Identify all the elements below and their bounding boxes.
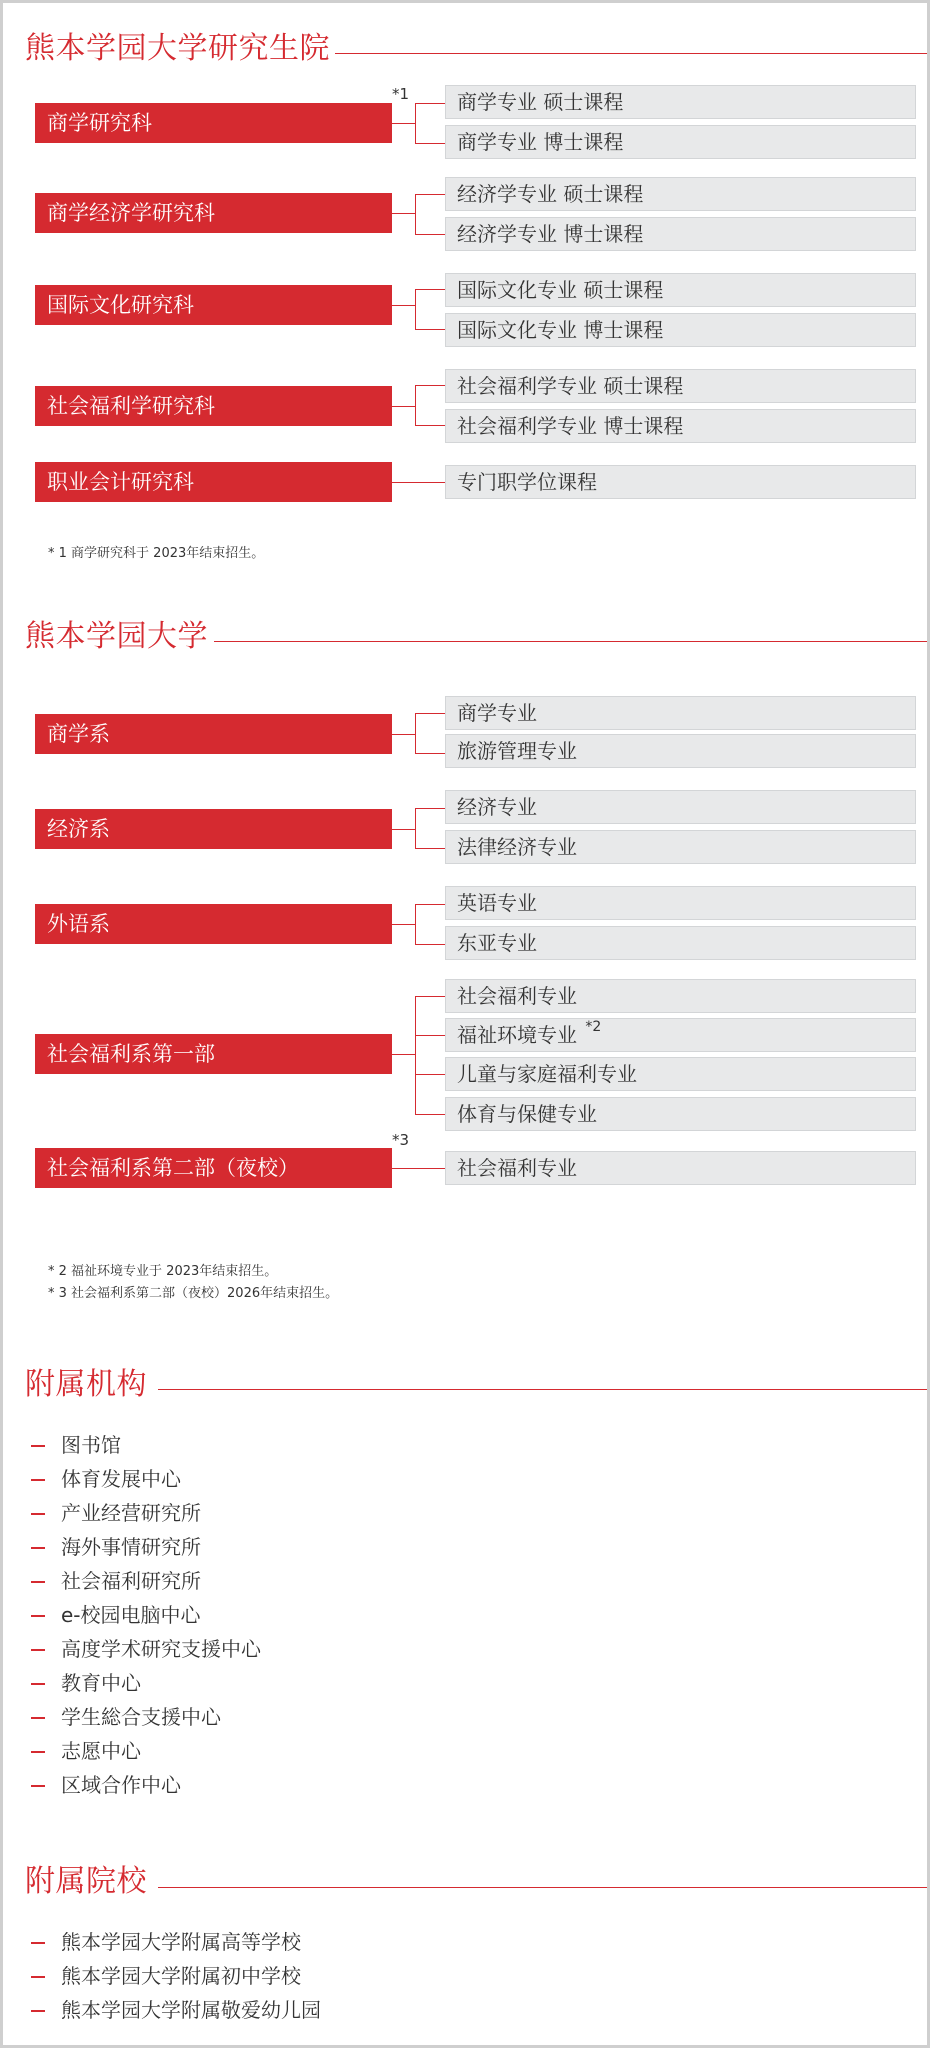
connector <box>415 385 445 386</box>
connector <box>415 1035 445 1036</box>
connector <box>392 1054 415 1055</box>
connector <box>415 329 445 330</box>
connector <box>415 753 445 754</box>
program-item: 国际文化专业 博士课程 <box>445 313 916 347</box>
faculty-commerce: 商学系 <box>35 714 392 754</box>
section-rule <box>158 1887 927 1888</box>
list-item: 产业经营研究所 <box>31 1499 201 1527</box>
school-professional-accounting: 职业会计研究科 <box>35 462 392 502</box>
connector <box>415 808 445 809</box>
connector <box>392 924 415 925</box>
program-item: 旅游管理专业 <box>445 734 916 768</box>
dash-icon <box>31 1751 45 1753</box>
program-item: 经济学专业 硕士课程 <box>445 177 916 211</box>
program-item: 法律经济专业 <box>445 830 916 864</box>
list-item: 区域合作中心 <box>31 1771 181 1799</box>
connector <box>415 996 416 1114</box>
section-title-affiliated-schools: 附属院校 <box>25 1864 147 1899</box>
program-item: 商学专业 <box>445 696 916 730</box>
dash-icon <box>31 1785 45 1787</box>
faculty-social-welfare-2: 社会福利系第二部（夜校） <box>35 1148 392 1188</box>
connector <box>415 289 445 290</box>
section-rule <box>335 53 927 54</box>
connector <box>392 406 415 407</box>
connector <box>415 103 416 143</box>
dash-icon <box>31 1479 45 1481</box>
program-item: 英语专业 <box>445 886 916 920</box>
section-title-affiliated-institutions: 附属机构 <box>25 1367 147 1402</box>
program-item: 经济学专业 博士课程 <box>445 217 916 251</box>
connector <box>392 213 415 214</box>
list-item: 学生総合支援中心 <box>31 1703 221 1731</box>
list-item: 海外事情研究所 <box>31 1533 201 1561</box>
connector <box>415 385 416 425</box>
faculty-economics: 经济系 <box>35 809 392 849</box>
dash-icon <box>31 1942 45 1944</box>
section-title-university: 熊本学园大学 <box>25 619 208 654</box>
dash-icon <box>31 1547 45 1549</box>
list-item: 志愿中心 <box>31 1737 141 1765</box>
connector <box>392 829 415 830</box>
connector <box>415 1114 445 1115</box>
dash-icon <box>31 1717 45 1719</box>
connector <box>415 944 445 945</box>
list-item: 熊本学园大学附属敬爱幼儿园 <box>31 1996 321 2024</box>
connector <box>415 1074 445 1075</box>
footnote-mark: *1 <box>392 85 410 103</box>
dash-icon <box>31 2010 45 2012</box>
connector <box>415 904 416 944</box>
footnote-mark: *3 <box>392 1131 410 1149</box>
program-item: 商学专业 博士课程 <box>445 125 916 159</box>
footnote: * 3 社会福利系第二部（夜校）2026年结束招生。 <box>48 1286 339 1301</box>
program-item: 国际文化专业 硕士课程 <box>445 273 916 307</box>
program-item: 东亚专业 <box>445 926 916 960</box>
program-item: 专门职学位课程 <box>445 465 916 499</box>
list-item: 高度学术研究支援中心 <box>31 1635 261 1663</box>
connector <box>415 194 416 234</box>
connector <box>415 143 445 144</box>
connector <box>415 904 445 905</box>
faculty-social-welfare-1: 社会福利系第一部 <box>35 1034 392 1074</box>
list-item: 社会福利研究所 <box>31 1567 201 1595</box>
program-item <box>445 1018 916 1052</box>
connector <box>415 996 445 997</box>
dash-icon <box>31 1649 45 1651</box>
connector <box>415 425 445 426</box>
school-international-culture: 国际文化研究科 <box>35 285 392 325</box>
connector <box>415 848 445 849</box>
school-social-welfare: 社会福利学研究科 <box>35 386 392 426</box>
list-item: 体育发展中心 <box>31 1465 181 1493</box>
dash-icon <box>31 1513 45 1515</box>
dash-icon <box>31 1683 45 1685</box>
program-item: 经济专业 <box>445 790 916 824</box>
connector <box>415 713 445 714</box>
list-item: 熊本学园大学附属高等学校 <box>31 1928 301 1956</box>
program-item: 儿童与家庭福利专业 <box>445 1057 916 1091</box>
dash-icon <box>31 1581 45 1583</box>
list-item: 教育中心 <box>31 1669 141 1697</box>
footnote-mark: *2 <box>585 1019 602 1035</box>
footnote: * 2 福祉环境专业于 2023年结束招生。 <box>48 1264 278 1279</box>
list-item: 图书馆 <box>31 1431 121 1459</box>
connector <box>392 305 415 306</box>
program-label: 福祉环境专业 <box>457 1023 577 1047</box>
school-business: 商学研究科 <box>35 103 392 143</box>
connector <box>392 123 415 124</box>
footnote: * 1 商学研究科于 2023年结束招生。 <box>48 546 265 561</box>
dash-icon <box>31 1615 45 1617</box>
program-item: 社会福利专业 <box>445 979 916 1013</box>
section-title-graduate: 熊本学园大学研究生院 <box>25 31 330 66</box>
faculty-foreign-languages: 外语系 <box>35 904 392 944</box>
list-item: 熊本学园大学附属初中学校 <box>31 1962 301 1990</box>
connector <box>415 713 416 753</box>
connector <box>392 1168 445 1169</box>
connector <box>415 234 445 235</box>
connector <box>415 103 445 104</box>
connector <box>392 734 415 735</box>
connector <box>392 482 445 483</box>
connector <box>415 289 416 329</box>
program-item: 社会福利专业 <box>445 1151 916 1185</box>
connector <box>415 194 445 195</box>
section-rule <box>214 641 927 642</box>
section-rule <box>158 1389 927 1390</box>
program-item: 社会福利学专业 硕士课程 <box>445 369 916 403</box>
program-item: 商学专业 硕士课程 <box>445 85 916 119</box>
program-item: 社会福利学专业 博士课程 <box>445 409 916 443</box>
dash-icon <box>31 1445 45 1447</box>
connector <box>415 808 416 848</box>
program-item: 体育与保健专业 <box>445 1097 916 1131</box>
dash-icon <box>31 1976 45 1978</box>
list-item: e-校园电脑中心 <box>31 1601 201 1629</box>
school-economics: 商学经济学研究科 <box>35 193 392 233</box>
